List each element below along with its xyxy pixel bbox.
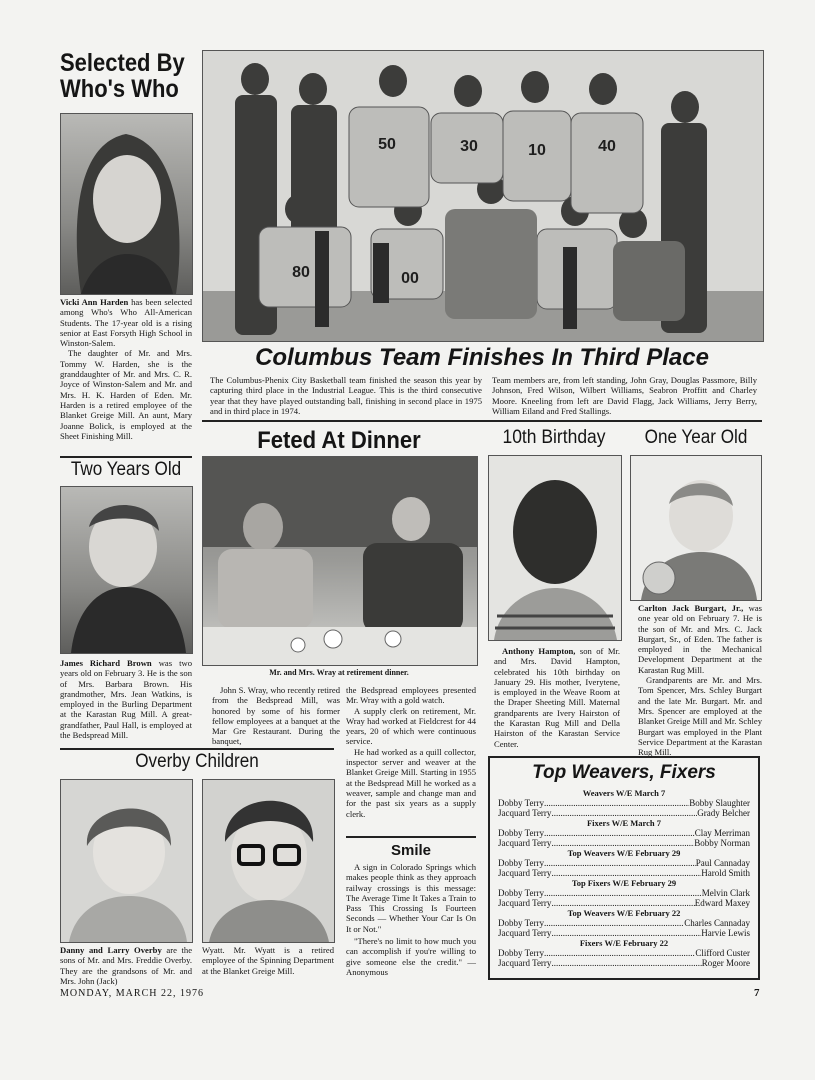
leader-dots bbox=[551, 958, 701, 968]
two-years-text: was two years old on February 3. He is the son of Mrs. Barbara Brown. His grandmother, Mrs. Jean Watkins, is employed in the Burling Department at the Karastan Rug Mill. A great-grandfather, Paul Hall, is employed at the Bedspread Mill. bbox=[60, 658, 192, 741]
feted-text-2b: A supply clerk on retirement, Mr. Wray had worked at Fieldcrest for 44 years, 20 of which were continuous service. bbox=[346, 705, 476, 747]
jersey-00: 00 bbox=[401, 270, 419, 287]
top-weavers-list bbox=[498, 788, 750, 968]
james-brown-photo bbox=[60, 486, 193, 654]
weavers-row bbox=[498, 948, 750, 958]
team-text-1: The Columbus-Phenix City Basketball team finished the season this year by capturing third place in the Industrial League. This is the third consecutive year that they have played outstanding ball, finishing in second place in 1975 and in third place in 1974. bbox=[210, 375, 482, 416]
feted-text-2a: the Bedspread employees presented Mr. Wray with a gold watch. bbox=[346, 685, 476, 706]
weavers-group-title: Weavers W/E March 7 bbox=[582, 788, 666, 798]
two-years-heading-wrap bbox=[60, 460, 192, 479]
top-weavers-box bbox=[488, 756, 760, 980]
whos-who-p1-text: has been selected among Who's Who All-American Students. The 17-year old is a rising senior at East Forsyth High School in Winston-Salem. bbox=[60, 297, 192, 349]
leader-dots bbox=[551, 928, 701, 938]
weavers-group-title: Fixers W/E February 22 bbox=[579, 938, 669, 948]
team-photo bbox=[202, 50, 764, 342]
one-year-heading-wrap bbox=[630, 428, 762, 447]
leader-dots bbox=[551, 898, 694, 908]
weavers-group-title: Top Fixers W/E February 29 bbox=[571, 878, 677, 888]
weavers-row-name: Melvin Clark bbox=[701, 888, 750, 898]
leader-dots bbox=[544, 798, 689, 808]
weavers-row bbox=[498, 918, 750, 928]
carlton-burgart-photo bbox=[630, 455, 762, 601]
tenth-heading: 10th Birthday bbox=[502, 427, 606, 448]
smile-text-1: A sign in Colorado Springs which makes people think as they approach railway crossings is this message: The Average Time It Takes a Train to Pass This Crossing Is Fourteen Seconds — Whether Your Car Is On It or Not." bbox=[346, 862, 476, 934]
feted-text-1: John S. Wray, who recently retired from the Bedspread Mill, was honored by some of his former fellow employees at a banquet at the Mar Gre Restaurant. During the banquet, bbox=[212, 685, 340, 747]
smile-heading: Smile bbox=[390, 842, 432, 859]
james-name: James Richard Brown bbox=[60, 658, 152, 668]
leader-dots bbox=[544, 828, 695, 838]
weavers-row-category: Dobby Terry bbox=[498, 858, 544, 868]
weavers-row bbox=[498, 888, 750, 898]
weavers-row-name: Clifford Custer bbox=[695, 948, 750, 958]
carlton-name: Carlton Jack Burgart, Jr., bbox=[638, 603, 744, 613]
overby-names: Danny and Larry Overby bbox=[60, 945, 162, 955]
weavers-row-category: Dobby Terry bbox=[498, 888, 544, 898]
leader-dots bbox=[551, 868, 701, 878]
weavers-row-category: Jacquard Terry bbox=[498, 928, 552, 938]
overby-divider bbox=[60, 748, 334, 750]
weavers-row-name: Clay Merriman bbox=[694, 828, 750, 838]
overby-text-2: Wyatt. Mr. Wyatt is a retired employee of the Spinning Department at the Blanket Greige Mill. bbox=[202, 945, 334, 976]
top-weavers-heading: Top Weavers, Fixers bbox=[532, 762, 716, 783]
weavers-row-name: Bobby Norman bbox=[694, 838, 750, 848]
weavers-row bbox=[498, 828, 750, 838]
weavers-row-name: Roger Moore bbox=[701, 958, 750, 968]
vicki-harden-photo bbox=[60, 113, 193, 295]
vicki-name: Vicki Ann Harden bbox=[60, 297, 129, 307]
one-year-text-1: was one year old on February 7. He is the son of Mr. and Mrs. C. Jack Burgart, Sr., of Eden. The father is employed in the Mechanical Development Department at the Karastan Rug Mill. bbox=[638, 603, 762, 675]
team-article-col2 bbox=[492, 375, 757, 416]
feted-caption: Mr. and Mrs. Wray at retirement dinner. bbox=[269, 668, 409, 677]
leader-dots bbox=[544, 918, 684, 928]
anthony-hampton-photo bbox=[488, 455, 622, 641]
overby-article-1 bbox=[60, 945, 192, 986]
section-divider bbox=[202, 420, 762, 422]
jersey-30: 30 bbox=[460, 138, 478, 155]
footer-date: MONDAY, MARCH 22, 1976 bbox=[60, 988, 204, 999]
two-years-heading: Two Years Old bbox=[70, 459, 182, 480]
smile-divider bbox=[346, 836, 476, 838]
whos-who-p2: The daughter of Mr. and Mrs. Tommy W. Harden, she is the granddaughter of Mr. and Mrs. C. R. Joyce of Winston-Salem and Mr. and Mrs. H. K. Harden of Eden. Mr. Harden is a retired employee of the Blanket Greige Mill. An aunt, Mary Joanne Bolick, is employed at the Sheet Finishing Mill. bbox=[60, 348, 192, 441]
wray-dinner-photo bbox=[202, 456, 478, 666]
feted-text-2c: He had worked as a quill collector, inspector server and weaver at the Blanket Greige Mill. Starting in 1955 at the Bedspread Mill he worked as a weaver, sample and change man and for the past six years as a supply clerk. bbox=[346, 746, 476, 819]
jersey-50: 50 bbox=[378, 136, 396, 153]
weavers-row-category: Dobby Terry bbox=[498, 918, 544, 928]
weavers-group-title: Fixers W/E March 7 bbox=[586, 818, 662, 828]
weavers-row bbox=[498, 898, 750, 908]
weavers-row-category: Jacquard Terry bbox=[498, 868, 552, 878]
weavers-row-name: Paul Cannaday bbox=[695, 858, 750, 868]
feted-heading: Feted At Dinner bbox=[257, 427, 421, 454]
weavers-row-category: Jacquard Terry bbox=[498, 898, 552, 908]
weavers-row-category: Jacquard Terry bbox=[498, 958, 552, 968]
weavers-row bbox=[498, 958, 750, 968]
team-headline-wrap bbox=[202, 344, 762, 372]
page-number: 7 bbox=[754, 987, 760, 999]
whos-who-p1 bbox=[60, 297, 192, 348]
team-headline: Columbus Team Finishes In Third Place bbox=[255, 344, 709, 371]
whos-who-title: Selected By Who's Who bbox=[60, 49, 185, 104]
feted-caption-wrap bbox=[202, 668, 476, 677]
weavers-row-name: Edward Maxey bbox=[694, 898, 750, 908]
weavers-group-title: Top Weavers W/E February 29 bbox=[567, 848, 681, 858]
smile-text-2: "There's no limit to how much you can accomplish if you're willing to give someone else the credit." —Anonymous bbox=[346, 936, 476, 977]
whos-who-heading bbox=[60, 50, 195, 103]
larry-overby-photo bbox=[202, 779, 335, 943]
weavers-row bbox=[498, 928, 750, 938]
feted-heading-wrap bbox=[202, 428, 476, 453]
feted-col1 bbox=[212, 685, 340, 747]
weavers-row-category: Jacquard Terry bbox=[498, 808, 552, 818]
smile-article bbox=[346, 862, 476, 977]
overby-heading: Overby Children bbox=[135, 751, 259, 772]
jersey-10: 10 bbox=[528, 142, 546, 159]
weavers-row-name: Bobby Slaughter bbox=[689, 798, 750, 808]
two-years-article bbox=[60, 658, 192, 740]
weavers-row-category: Jacquard Terry bbox=[498, 838, 552, 848]
weavers-row-category: Dobby Terry bbox=[498, 948, 544, 958]
team-article-col1 bbox=[210, 375, 482, 416]
one-year-article bbox=[638, 603, 762, 757]
whos-who-article bbox=[60, 297, 192, 441]
weavers-row bbox=[498, 808, 750, 818]
overby-article-2 bbox=[202, 945, 334, 976]
one-year-heading: One Year Old bbox=[644, 427, 748, 448]
weavers-row bbox=[498, 798, 750, 808]
tenth-heading-wrap bbox=[488, 428, 620, 447]
anthony-name: Anthony Hampton, bbox=[502, 646, 576, 656]
weavers-row-name: Charles Cannaday bbox=[684, 918, 750, 928]
one-year-text-2: Grandparents are Mr. and Mrs. Tom Spencer, Mrs. Schley Burgart and the late Mr. Burgart. Mr. and Mrs. Spencer are employed at the Blanket Greige Mill and Mr. Schley Burgart was employed in the Plant Service Department at the Karastan Rug Mill. bbox=[638, 675, 762, 758]
tenth-text: son of Mr. and Mrs. David Hampton, celebrated his 10th birthday on January 29. His mother, Iverytene, is employed in the Weave Room at the Draper Sheeting Mill. Maternal grandparents are Ivery Hairston of the Karastan Rug Mill and Della Hairston of the Karastan Service Center. bbox=[494, 646, 621, 749]
weavers-group-title: Top Weavers W/E February 22 bbox=[567, 908, 681, 918]
overby-text-1: are the sons of Mr. and Mrs. Freddie Overby. They are the grandsons of Mr. and Mrs. John (Jack) bbox=[60, 945, 193, 986]
two-years-divider bbox=[60, 456, 192, 458]
weavers-row bbox=[498, 868, 750, 878]
weavers-row bbox=[498, 858, 750, 868]
weavers-row-category: Dobby Terry bbox=[498, 828, 544, 838]
weavers-row-category: Dobby Terry bbox=[498, 798, 544, 808]
team-photo-art bbox=[203, 51, 763, 341]
overby-heading-wrap bbox=[60, 752, 334, 771]
leader-dots bbox=[544, 858, 696, 868]
leader-dots bbox=[551, 808, 697, 818]
weavers-row-name: Harold Smith bbox=[701, 868, 750, 878]
danny-overby-photo bbox=[60, 779, 193, 943]
jersey-80: 80 bbox=[292, 264, 310, 281]
feted-col2 bbox=[346, 685, 476, 819]
tenth-article bbox=[494, 646, 620, 749]
leader-dots bbox=[544, 948, 695, 958]
jersey-40: 40 bbox=[598, 138, 616, 155]
weavers-row-name: Grady Belcher bbox=[697, 808, 750, 818]
weavers-row bbox=[498, 838, 750, 848]
weavers-row-name: Harvie Lewis bbox=[701, 928, 750, 938]
team-text-2: Team members are, from left standing, John Gray, Douglas Passmore, Billy Johnson, Fred Wilson, Wilbert Williams, Seabron Proffitt and Charley Moore. Kneeling from left are David Flagg, Jack Williams, Jerry Berry, William Eiland and Fred Stallings. bbox=[492, 375, 757, 416]
leader-dots bbox=[551, 838, 694, 848]
leader-dots bbox=[544, 888, 702, 898]
smile-heading-wrap bbox=[346, 843, 476, 859]
